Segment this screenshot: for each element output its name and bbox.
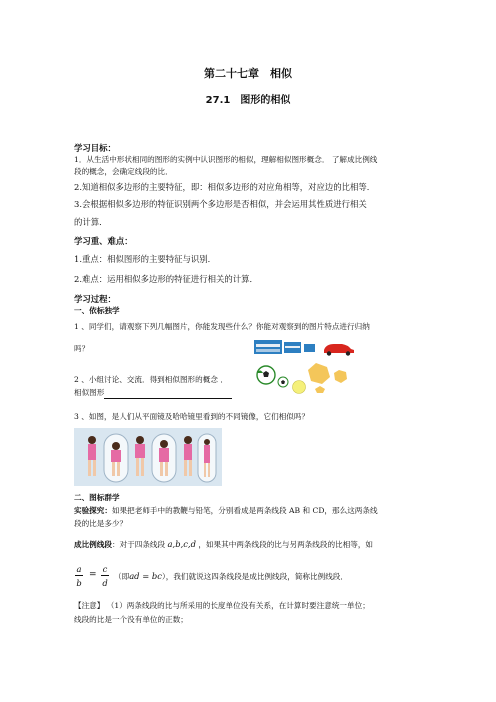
- keypoint-1: 1.重点：相似图形的主要特征与识别．: [74, 254, 216, 264]
- explore-label: 实验探究：: [74, 506, 112, 515]
- flag-picture-medium-icon: [284, 342, 301, 353]
- keypoints-heading: 学习重、难点：: [74, 236, 133, 246]
- fraction-c: c: [102, 564, 108, 574]
- fraction-d: d: [102, 578, 108, 588]
- answer-blank-line: [104, 398, 232, 399]
- similar-pictures-figure: [254, 336, 359, 358]
- proportional-line-b: [114, 572, 348, 581]
- objective-1-line-b: 段的概念，会确定线段的比．: [74, 167, 173, 176]
- part-2-heading: 二、图标群学: [74, 493, 120, 502]
- proportional-text-a1: ：对于四条线段: [111, 540, 166, 549]
- car-icon: [324, 344, 354, 356]
- objective-1-line-a: 1．从生活中形状相同的图形的实例中认识图形的相似，理解相似图形概念． 了解成比例线: [74, 155, 378, 164]
- section-title: 27.1 图形的相似: [205, 95, 291, 106]
- process-heading: 学习过程：: [74, 294, 116, 304]
- circle-shape-icon: [293, 381, 306, 394]
- fraction-line-cd: [101, 575, 109, 576]
- note-line-b: 线段的比是一个没有单位的正数；: [74, 615, 188, 624]
- proportional-line-a: [74, 540, 373, 549]
- question-1-line-b: 吗？: [74, 344, 90, 353]
- flag-picture-small-icon: [304, 344, 315, 352]
- soccer-ball-large-icon: [257, 366, 275, 384]
- flag-picture-large-icon: [254, 340, 282, 354]
- question-2-line-a: 2 、小组讨论、交流．得到相似图形的概念 ．: [74, 375, 228, 384]
- objective-2: 2.知道相似多边形的主要特征，即：相似多边形的对应角相等，对应边的比相等．: [74, 182, 376, 192]
- pentagon-small-icon: [315, 386, 325, 393]
- proportional-variables: a,b,c,d: [167, 539, 196, 549]
- objective-3-line-a: 3.会根据相似多边形的特征识别两个多边形是否相似，并会运用其性质进行相关: [74, 199, 367, 209]
- part-1-heading: 一、依标独学: [74, 306, 120, 315]
- fraction-a: a: [76, 564, 82, 574]
- hexagon-small-icon: [334, 370, 347, 383]
- question-2-line-b: 相似图形: [74, 388, 105, 397]
- mirror-frame-3-icon: [198, 434, 216, 482]
- proportional-text-b2: ），我们就说这四条线段是成比例线段，简称比例线段．: [161, 572, 348, 581]
- explore-line-a: [74, 507, 378, 515]
- explore-text-a: 如果把老师手中的教鞭与铅笔，分别看成是两条线段 AB 和 CD，那么这两条线: [111, 506, 378, 515]
- fraction-line-ab: [75, 575, 83, 576]
- objective-3-line-b: 的计算．: [74, 217, 108, 227]
- note-line-a: 【注意】 （1）两条线段的比与所采用的长度单位没有关系，在计算时要注意统一单位；: [74, 601, 370, 610]
- keypoint-2: 2.难点：运用相似多边形的特征进行相关的计算．: [74, 274, 258, 284]
- proportional-text-a2: ，如果其中两条线段的比与另两条线段的比相等，如: [198, 540, 374, 549]
- soccer-ball-small-icon: [278, 377, 288, 387]
- similar-shapes-figure: [256, 362, 356, 394]
- hexagon-large-icon: [308, 363, 330, 384]
- proportional-text-b1: （即: [114, 572, 130, 581]
- mirror-frame-1-icon: [104, 434, 128, 482]
- mirror-frame-2-icon: [152, 434, 176, 482]
- equals-sign: =: [89, 570, 97, 580]
- question-3: 3 、如图，是人们从平面镜及哈哈镜里看到的不同镜像，它们相似吗？: [74, 412, 310, 421]
- mirror-images-figure: [74, 428, 222, 486]
- chapter-title: 第二十七章 相似: [204, 67, 292, 80]
- explore-line-b: 段的比是多少？: [74, 519, 128, 528]
- proportional-equation: ad = bc: [129, 571, 162, 581]
- fraction-b: b: [76, 578, 82, 588]
- objectives-heading: 学习目标：: [74, 143, 116, 153]
- question-1-line-a: 1 、同学们，请观察下列几幅图片，你能发现些什么？你能对观察到的图片特点进行归纳: [74, 322, 370, 331]
- proportional-label: 成比例线段: [74, 540, 112, 549]
